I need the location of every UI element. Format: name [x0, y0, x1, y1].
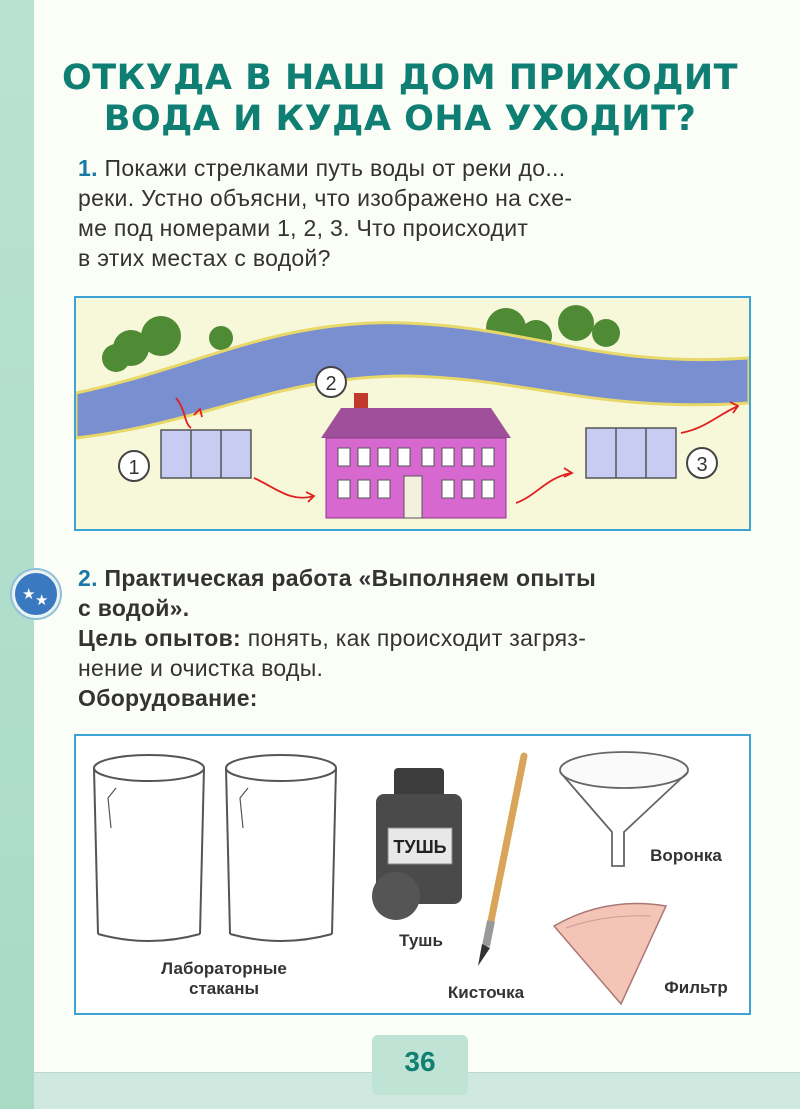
task-2-number: 2.: [78, 565, 98, 591]
label-1: 1: [128, 457, 140, 479]
goal-text-1: понять, как происходит загряз-: [241, 625, 587, 651]
page-number: 36: [404, 1046, 436, 1077]
task-1-text: [78, 153, 750, 273]
task-1-line-4: в этих местах с водой?: [78, 245, 331, 271]
task-2-heading: [78, 563, 750, 623]
label-3: 3: [696, 454, 708, 476]
ink-bottle: [372, 768, 462, 920]
task-1-line-2: реки. Устно объясни, что изображено на схе-: [78, 185, 573, 211]
brush: [478, 756, 524, 966]
ink-bottle-label: ТУШЬ: [393, 837, 447, 857]
equipment-illustration: [76, 736, 749, 1013]
funnel-label: Воронка: [650, 846, 722, 865]
title-line-1: ОТКУДА В НАШ ДОМ ПРИХОДИТ: [61, 58, 739, 98]
filter: [554, 904, 666, 1005]
task-1-line-1: Покажи стрелками путь воды от реки до...: [104, 155, 566, 181]
label-2: 2: [325, 373, 337, 395]
lab-glass-1: [94, 755, 204, 941]
glasses-label-2: стаканы: [189, 979, 259, 998]
water-path-scheme: [74, 296, 751, 531]
left-page-strip: [0, 0, 34, 1109]
task-1-number: 1.: [78, 155, 98, 181]
task-2-heading-line-1: Практическая работа «Выполняем опыты: [104, 565, 597, 591]
page-title: [0, 58, 800, 140]
house: [321, 393, 511, 518]
intake-tank: [161, 430, 251, 478]
task-2-heading-line-2: с водой».: [78, 595, 190, 621]
lab-glass-2: [226, 755, 336, 941]
equipment-label: Оборудование:: [78, 685, 258, 711]
task-1-line-3: ме под номерами 1, 2, 3. Что происходит: [78, 215, 529, 241]
filter-label: Фильтр: [664, 978, 728, 997]
treatment-tank: [586, 428, 676, 478]
ink-label: Тушь: [399, 931, 443, 950]
star-badge-icon: ★ ★: [12, 570, 60, 618]
goal-text-2: нение и очистка воды.: [78, 655, 324, 681]
brush-label: Кисточка: [447, 983, 525, 1002]
experiment-goal: [78, 623, 750, 713]
title-line-2: ВОДА И КУДА ОНА УХОДИТ?: [103, 99, 697, 139]
glasses-label-1: Лабораторные: [161, 959, 287, 978]
scheme-illustration: [76, 298, 749, 529]
equipment-panel: [74, 734, 751, 1015]
goal-label: Цель опытов:: [78, 625, 242, 651]
